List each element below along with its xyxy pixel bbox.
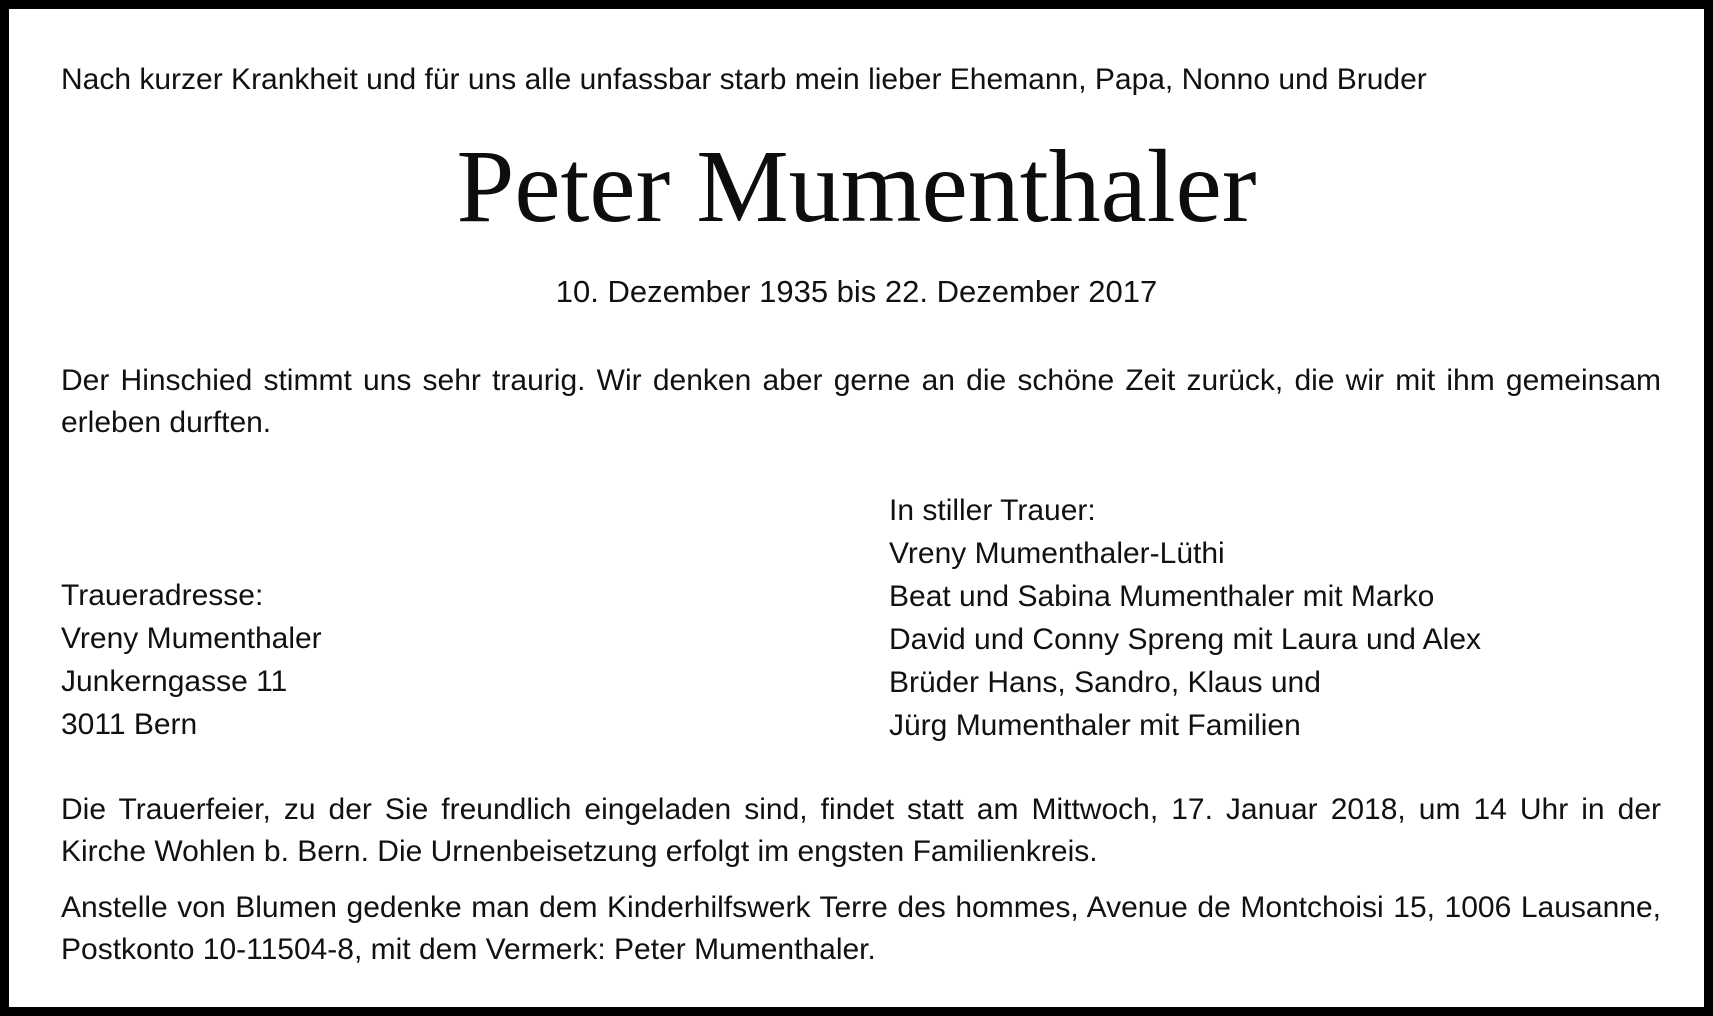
mourning-address-block xyxy=(61,574,322,746)
address-line: Vreny Mumenthaler xyxy=(61,622,322,655)
mourner-line: Vreny Mumenthaler-Lüthi xyxy=(889,537,1225,570)
ceremony-paragraph: Die Trauerfeier, zu der Sie freundlich eingeladen sind, findet statt am Mittwoch, 17. Januar 2018, um 14 Uhr in der Kirche Wohlen b. Bern. Die Urnenbeisetzung erfolgt im engsten Familienkreis. xyxy=(61,793,1661,868)
donation-paragraph: Anstelle von Blumen gedenke man dem Kinderhilfswerk Terre des hommes, Avenue de Montchoisi 15, 1006 Lausanne, Postkonto 10-11504-8, mit dem Vermerk: Peter Mumenthaler. xyxy=(61,891,1661,966)
message-paragraph: Der Hinschied stimmt uns sehr traurig. Wir denken aber gerne an die schöne Zeit zurück, die wir mit ihm gemeinsam erleben durften. xyxy=(61,364,1661,439)
deceased-name: Peter Mumenthaler xyxy=(456,129,1257,244)
mourner-line: David und Conny Spreng mit Laura und Alex xyxy=(889,623,1482,656)
address-line: 3011 Bern xyxy=(61,708,198,741)
mourner-line: Jürg Mumenthaler mit Familien xyxy=(889,709,1301,742)
intro-text: Nach kurzer Krankheit und für uns alle unfassbar starb mein lieber Ehemann, Papa, Nonno und Bruder xyxy=(61,63,1427,96)
mourner-line: Brüder Hans, Sandro, Klaus und xyxy=(889,666,1321,699)
address-heading: Traueradresse: xyxy=(61,579,264,612)
mourners-heading: In stiller Trauer: xyxy=(889,494,1096,527)
address-line: Junkerngasse 11 xyxy=(61,665,288,698)
mourner-line: Beat und Sabina Mumenthaler mit Marko xyxy=(889,580,1435,613)
life-dates: 10. Dezember 1935 bis 22. Dezember 2017 xyxy=(555,274,1158,309)
mourners-block xyxy=(889,489,1481,747)
